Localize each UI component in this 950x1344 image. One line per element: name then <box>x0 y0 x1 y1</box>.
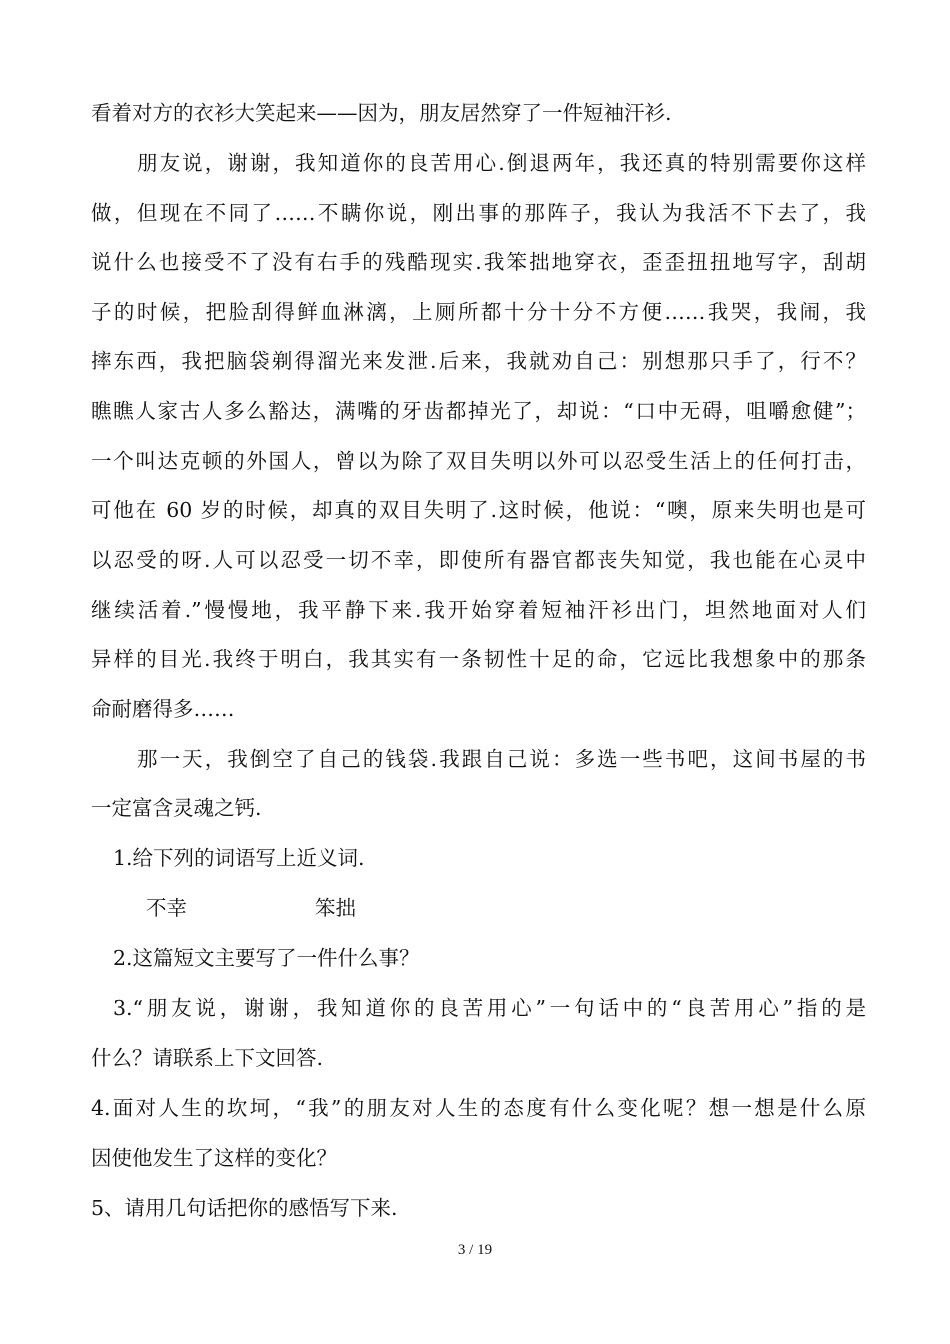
paragraph-line: 命耐磨得多…… <box>91 697 235 721</box>
paragraph-line: 朋友说，谢谢，我知道你的良苦用心.倒退两年，我还真的特别需要你这样 <box>137 151 866 175</box>
paragraph-line: 说什么也接受不了没有右手的残酷现实.我笨拙地穿衣，歪歪扭扭地写字，刮胡 <box>91 250 866 274</box>
paragraph-line: 摔东西，我把脑袋剃得溜光来发泄.后来，我就劝自己：别想那只手了，行不？ <box>91 349 866 373</box>
paragraph-line: 看着对方的衣衫大笑起来——因为，朋友居然穿了一件短袖汗衫. <box>91 101 672 125</box>
question-2: 2.这篇短文主要写了一件什么事？ <box>113 946 420 970</box>
question-3-line-1: 3.“朋友说，谢谢，我知道你的良苦用心”一句话中的“良苦用心”指的是 <box>113 996 866 1020</box>
question-1: 1.给下列的词语写上近义词. <box>113 846 365 870</box>
paragraph-line: 做，但现在不同了……不瞒你说，刚出事的那阵子，我认为我活不下去了，我 <box>91 201 866 225</box>
page-number: 3 / 19 <box>457 1242 493 1258</box>
paragraph-line: 子的时候，把脸刮得鲜血淋漓，上厕所都十分十分不方便……我哭，我闹，我 <box>91 300 866 324</box>
paragraph-line: 一定富含灵魂之钙. <box>91 796 262 820</box>
paragraph-line: 瞧瞧人家古人多么豁达，满嘴的牙齿都掉光了，却说：“口中无碍，咀嚼愈健”； <box>91 399 866 423</box>
question-3-line-2: 什么？请联系上下文回答. <box>91 1046 324 1070</box>
question-4-line-1: 4.面对人生的坎坷，“我”的朋友对人生的态度有什么变化呢？想一想是什么原 <box>91 1096 866 1120</box>
paragraph-line: 那一天，我倒空了自己的钱袋.我跟自己说：多选一些书吧，这间书屋的书 <box>137 747 866 771</box>
paragraph-line: 一个叫达克顿的外国人，曾以为除了双目失明以外可以忍受生活上的任何打击， <box>91 449 866 473</box>
q1-word-b: 笨拙 <box>315 896 356 920</box>
paragraph-line: 异样的目光.我终于明白，我其实有一条韧性十足的命，它远比我想象中的那条 <box>91 647 866 671</box>
paragraph-line: 以忍受的呀.人可以忍受一切不幸，即使所有器官都丧失知觉，我也能在心灵中 <box>91 548 866 572</box>
paragraph-line: 继续活着.”慢慢地，我平静下来.我开始穿着短袖汗衫出门，坦然地面对人们 <box>91 598 866 622</box>
paragraph-line: 可他在 60 岁的时候，却真的双目失明了.这时候，他说：“噢，原来失明也是可 <box>91 498 866 522</box>
question-5: 5、请用几句话把你的感悟写下来. <box>91 1196 398 1220</box>
q1-word-a: 不幸 <box>146 896 187 920</box>
question-4-line-2: 因使他发生了这样的变化？ <box>91 1146 337 1170</box>
